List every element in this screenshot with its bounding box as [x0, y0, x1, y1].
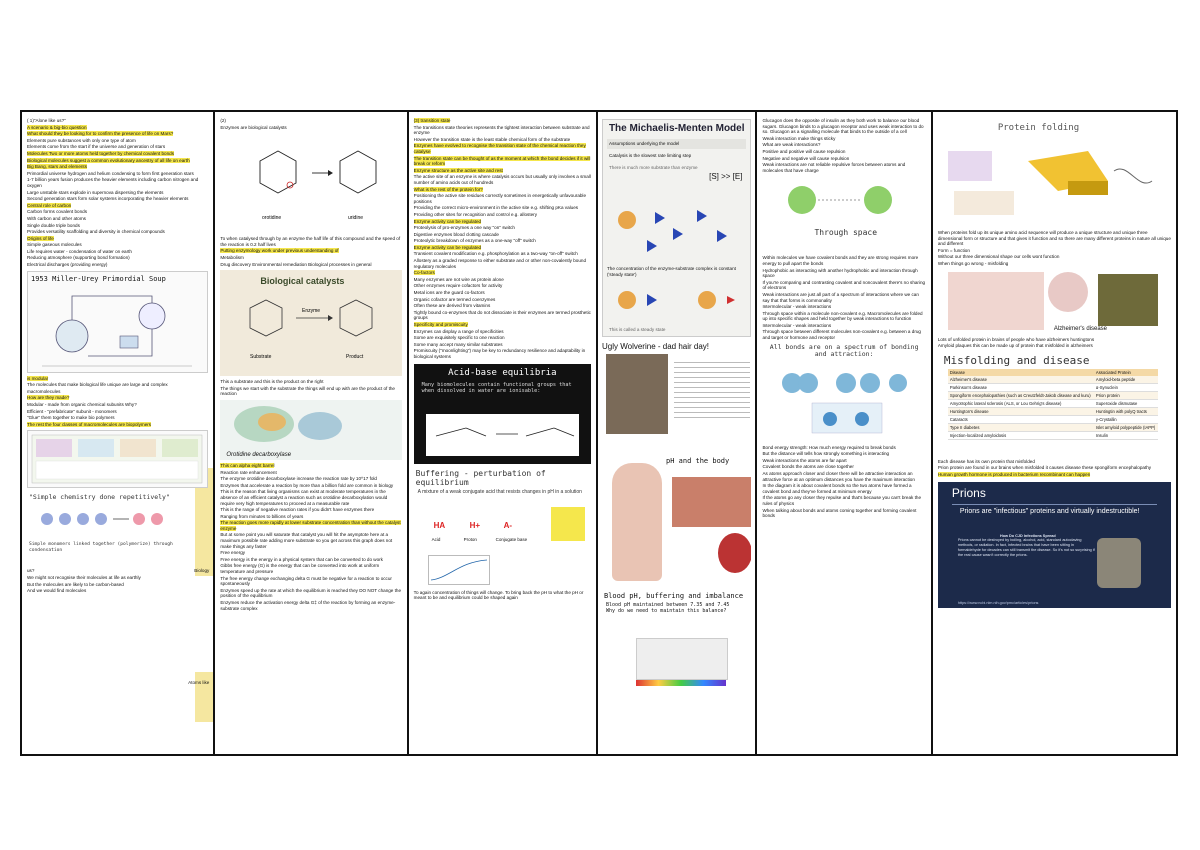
text-line: Covalent bonds the atoms are close together — [762, 464, 854, 470]
text-line: But at some point you will saturate that catalyst you will hit the asymptote here at a maximum possible rate adding more substrate so you get across this graph does not make things any faster — [220, 532, 393, 549]
col1-text — [27, 118, 208, 268]
text-line: Enzymes that accelerate a reaction by more than a billion fold are common in biology — [220, 482, 394, 488]
text-line: Within molecules we have covalent bonds and they are strong requires more energy to pull apart the bonds — [762, 255, 919, 266]
text-line: If you're comparing and contrasting covalent and noncovalent there's no sharing of electrons — [762, 279, 926, 291]
text-line: When proteins fold up its unique amino acid sequence will produce a unique structure and unique three dimensional form or structure and that gives it function and so there are many different proteins in nature all unique and different — [937, 230, 1171, 247]
text-line: The enzyme orotidine decarboxylase increase the reaction rate by 10^17 fold — [220, 476, 377, 482]
table-cell: Amyloid-beta peptide — [1094, 376, 1158, 384]
column-3 — [409, 112, 598, 754]
mm-bullet-5: The concentration of the enzyme-substrate complex is constant ('steady state') — [607, 266, 736, 277]
text-line: But the molecules are likely to be carbon-based — [27, 581, 124, 587]
col6-text-2 — [938, 337, 1171, 349]
steady-state-diagram — [607, 284, 751, 328]
simple-chemistry-caption: Simple monomers linked together (polymerize) through condensation — [29, 542, 173, 553]
col2-text-2 — [220, 236, 401, 267]
substrate-label: Substrate — [250, 354, 272, 361]
michaelis-menten-slide — [602, 119, 751, 337]
prions-info — [958, 534, 1098, 558]
text-line: Tightly bound co-enzymes that do not dissociate is their enzymes are termed prosthetic groups — [413, 309, 591, 321]
text-line: Reaction rate enhancement — [220, 469, 277, 475]
acid-base-title: Acid-base equilibria — [448, 367, 557, 378]
text-line: Promiscuity ("moonlighting") may be key to redundancy resilience and adaptability in biological systems — [413, 348, 586, 359]
text-line: Life requires water - condensation of water on earth — [27, 248, 132, 254]
text-line: Some many accept many similar substrates — [413, 341, 503, 347]
text-line: Primordial universe hydrogen and helium condensing to form first generation stars — [27, 170, 194, 176]
table-cell: Insulin — [1094, 431, 1158, 439]
text-line: The molecules that make biological life unique are large and complex — [27, 382, 168, 388]
text-line: The free energy change exchanging delta G must be negative for a reaction to occur spontaneously — [220, 575, 392, 587]
text-line: Enzyme activity can be regulated — [413, 218, 482, 224]
miller-urey-image — [27, 271, 208, 373]
table-row — [948, 399, 1158, 407]
text-line: Big Bang, stars and elements — [27, 164, 88, 170]
tissue-image — [672, 477, 751, 527]
text-line: Organic cofactor are termed coenzymes — [413, 296, 496, 302]
text-line: Specificity and promiscuity — [413, 322, 468, 327]
body-figure — [612, 463, 662, 581]
text-line: Through space between different molecules non-covalent e.g. between a drug and target or hormone and receptor — [762, 329, 921, 341]
prions-text: Prions cannot be destroyed by boiling, alcohol, acid, standard autoclaving methods, or radiation. In fact, infected brains that have been sitting in formaldehyde for decades can still transmit the disease. So it's not so surprising if the real cause wasn't correctly the prions. — [957, 538, 1095, 557]
text-line: Proteolysis of pro-enzymes a one way "on" switch — [413, 225, 515, 231]
alzheimers-caption: Alzheimer's disease — [1053, 325, 1108, 332]
column-6 — [933, 112, 1176, 754]
uridine-label: uridine — [348, 215, 364, 222]
cell-image — [718, 533, 751, 573]
text-line: "Glue" them together to make bio polymers — [27, 415, 115, 421]
protein-ribbon — [220, 400, 401, 450]
biological-catalysts-slide — [220, 270, 401, 376]
col1-text-3 — [27, 568, 208, 593]
table-cell: Parkinson's disease — [948, 383, 1094, 391]
buffer-note — [551, 507, 585, 541]
col1-text-2 — [27, 376, 208, 428]
table-header: Associated Protein — [1094, 369, 1158, 376]
buffer-curve — [428, 555, 490, 585]
text-line: Weak interactions the atoms are far apart — [762, 457, 847, 463]
apparatus-diagram — [32, 286, 202, 372]
monomer-table-diagram — [28, 431, 208, 487]
text-line: Second generation stars form solar systems incorporating the heavier elements — [27, 196, 189, 202]
text-line: Glucagon does the opposite of insulin as they both work to balance our blood sugars. Glucagon binds to a glucagon receptor and uses weak interaction to do so. Glucagon as a signalling molecule that binds to the outside of a cell — [762, 118, 924, 135]
column-5 — [757, 112, 932, 754]
text-line: However the transition state is the least stable chemical form of the substrate — [413, 136, 571, 142]
h-label: H+ — [469, 520, 481, 530]
mm-bullet-1: Assumptions underlying the model — [607, 139, 746, 149]
ph-scale-image — [636, 638, 728, 680]
orotidine-structures — [220, 133, 401, 233]
blood-ph-title: Blood pH, buffering and imbalance — [604, 592, 744, 600]
mm-bullet-2: Catalysis is the slowest rate limiting step — [609, 153, 692, 158]
table-cell: Alzheimer's disease — [948, 376, 1094, 384]
text-line: Efficient - "prefabricate" subunit - monomers — [27, 408, 117, 414]
prions-slide — [938, 482, 1171, 608]
side-label-atoms: Atoms like — [188, 680, 210, 685]
wolverine-photo — [606, 354, 668, 434]
text-line: Lots of unfolded protein in brains of people who have alzheimers huntingtons — [937, 336, 1095, 342]
table-cell: Islet amyloid polypeptide (IAPP) — [1094, 423, 1158, 431]
mm-bullet-3: There is much more substrate than enzyme — [609, 165, 698, 170]
text-line: This can alpha eight barrel — [220, 462, 275, 468]
table-row — [948, 376, 1158, 384]
text-line: To when catalysed through by an enzyme the half life of this compound and the speed of the reaction is 0.2 half lives — [220, 236, 401, 247]
simple-chemistry-image — [27, 491, 208, 565]
table-cell: Huntingtin with polyQ tracts — [1094, 407, 1158, 415]
table-cell: α-Synuclein — [1094, 383, 1158, 391]
monomer-chain-diagram — [27, 503, 207, 537]
text-line: Many enzymes are not wire as protein alone — [413, 276, 504, 282]
text-line: Form = function — [937, 247, 970, 253]
protein-folding-diagram — [938, 121, 1171, 225]
table-cell: Type II diabetes — [948, 423, 1094, 431]
bond-spectrum-image — [762, 344, 925, 442]
text-line: The things we start with the substrate the things will end up with are the product of the reaction — [220, 385, 395, 397]
text-line: Intermolecular - weak interactions — [762, 304, 832, 310]
table-cell: γ-Crystallin — [1094, 415, 1158, 423]
acid-base-text: Many biomolecules contain functional groups that when dissolved in water are ionisable: — [421, 381, 572, 394]
text-line: The rest the four classes of macromolecules are biopolymers — [27, 421, 152, 427]
text-line: Human growth hormone is produced in bacterium recombinant can happen — [937, 471, 1091, 477]
column-2 — [215, 112, 408, 754]
ha-label: HA — [433, 520, 446, 530]
mm-equation: [S] >> [E] — [709, 172, 743, 181]
col3-text — [414, 118, 591, 360]
table-row — [948, 391, 1158, 399]
buffering-text: A mixture of a weak conjugate acid that resists changes in pH in a solution — [417, 488, 582, 495]
text-line: macromolecules — [27, 388, 61, 394]
enzyme-label: Enzyme — [302, 308, 321, 315]
buffer-equation — [424, 515, 544, 555]
table-row — [948, 423, 1158, 431]
col5-text-2 — [762, 255, 925, 340]
buffering-title: Buffering - perturbation of equilibrium — [415, 468, 546, 487]
catalyst-reaction — [220, 288, 401, 374]
text-line: The transition state can be thought of as the moment at which the bond decides if it will break or reform — [413, 155, 591, 167]
through-space-image — [762, 176, 925, 252]
text-line: Molecules Two or more atoms held together by chemical covalent bonds — [27, 150, 174, 156]
carboxyl-structures — [426, 414, 582, 456]
col5-text-3 — [762, 445, 925, 519]
orotidine-structures-image — [220, 133, 401, 233]
table-cell: Spongiform encephalopathies (such as Creutzfeldt-Jakob disease and kuru) — [948, 391, 1094, 399]
brain-image — [1048, 272, 1088, 312]
text-line: Enzymes have evolved to recognise the transition state of the chemical reaction they catalyse — [413, 143, 586, 154]
text-line: This is the range of negative reaction rates if you didn't have enzymes there — [220, 507, 375, 513]
text-line: Large unstable stars explode in supernova dispersing the elements — [27, 189, 164, 195]
cheat-sheet — [20, 110, 1178, 756]
text-line: When things go wrong - misfolding — [937, 260, 1009, 266]
text-line: Transient covalent modification e.g. phosphorylation as a two-way "on-off" switch — [413, 251, 578, 257]
collapsed-structure-photo — [1098, 274, 1158, 326]
text-line: Positive and positive will cause repulsion — [762, 148, 846, 154]
text-line: Weak interactions are not reliable repulsive forces between atoms and molecules that have charge — [762, 162, 906, 173]
col2-text — [220, 118, 401, 130]
protein-folding-title: Protein folding — [997, 123, 1080, 133]
conjugate-label: Conjugate base — [495, 536, 528, 542]
text-line: 1-7 billion years fusion produces the heavier elements including carbon nitrogen and oxygen — [27, 177, 199, 188]
col3-bottom-text: To again concentration of things will change. To bring back the pH to what the pH or meant to be and equilibrium could be shaped again — [413, 589, 584, 601]
table-cell: Injection-localized amyloidosis — [948, 431, 1094, 439]
text-line: Carbon forms covalent bonds — [27, 209, 88, 215]
text-line: A scenario & big-bio question — [27, 124, 87, 130]
text-line: (3) transition state — [413, 118, 451, 123]
bond-spectrum-title: All bonds are on a spectrum of bonding and attraction: — [769, 343, 919, 359]
table-cell: Huntington's disease — [948, 407, 1094, 415]
text-line: As atoms approach closer and closer there will be attractive interaction an attractive force at an optimum distances you have the maximum interaction — [762, 471, 915, 482]
table-cell: Cataracts — [948, 415, 1094, 423]
simple-chemistry-title: "Simple chemistry done repetitively" — [29, 493, 170, 502]
text-line: Intermolecular - weak interactions — [762, 322, 832, 328]
col2-text-3 — [220, 379, 401, 397]
text-line: When talking about bonds and atoms coming together and forming covalent bonds — [762, 507, 917, 519]
text-line: Providing the correct micro-environment in the active site e.g. shifting pKa values — [413, 205, 579, 211]
text-line: Single double triple bonds — [27, 222, 80, 228]
text-line: Electrical discharges (providing energy) — [27, 262, 108, 268]
text-line: What should they be looking for to confirm the presence of life on Mars? — [27, 131, 174, 137]
col5-text — [762, 118, 925, 173]
ph-scale-bar — [636, 680, 726, 686]
prions-bullet: Prions are "infectious" proteins and virtually indestructible! — [959, 507, 1140, 515]
ph-body-slide — [602, 453, 751, 587]
text-line: us? — [27, 568, 35, 574]
table-cell: Superoxide dismutase — [1094, 399, 1158, 407]
text-line: Each disease has its own protein that misfolded — [937, 458, 1035, 464]
prions-url: https://www.ncbi.nlm.nih.gov/pmc/articles/prions — [957, 600, 1039, 605]
ph-body-title: pH and the body — [666, 457, 730, 465]
table-row — [948, 407, 1158, 415]
acid-base-structure — [426, 414, 579, 456]
text-line: Weak interactions are just all part of a spectrum of interactions where we can say that that forms is commonality — [762, 291, 919, 303]
catalysts-title: Biological catalysts — [260, 276, 345, 287]
text-line: Without our three dimensional shape our cells wont function — [937, 254, 1060, 260]
text-line: How are they made? — [27, 395, 70, 401]
enzyme-substrate-diagram — [607, 200, 751, 260]
text-line: Proteolytic breakdown of enzymes as a one-way "off" switch — [413, 238, 536, 244]
text-line: Modular - made from organic chemical subunits Why? — [27, 402, 137, 408]
through-space-caption: Through space — [814, 228, 878, 238]
text-line: The reaction goes more rapidly at lower substrate concentration than without the catalyst enzyme — [220, 520, 401, 531]
col6-text — [938, 230, 1171, 267]
text-line: is modular — [27, 375, 49, 381]
text-line: Some are exquisitely specific to one reaction — [413, 335, 505, 341]
column-4 — [598, 112, 757, 754]
text-line: Metabolism — [220, 254, 244, 260]
protein-folding-image — [938, 121, 1171, 227]
col2-text-4 — [220, 463, 401, 611]
proton-label: Proton — [463, 536, 477, 542]
bond-spectrum-diagram — [762, 359, 925, 439]
text-line: Co-factors — [413, 270, 435, 276]
prions-title: Prions — [951, 485, 986, 500]
blood-ph-bullet-2: Why do we need to maintain this balance? — [606, 608, 727, 614]
text-line: Prion protein are found in our brains when misfolded it causes disease these spongiform encephalopathy — [937, 465, 1152, 471]
decarboxylase-caption: Orotidine decarboxylase — [226, 451, 292, 458]
misfolding-slide — [938, 352, 1171, 456]
text-line: Provides versatility scaffolding and diversity in chemical compounds — [27, 229, 165, 235]
side-label-biology: Biology — [194, 568, 210, 573]
text-line: The active site of an enzyme is where catalysis occurs but usually only involves a small number of amino acids out of hundreds — [413, 174, 591, 185]
text-line: But the distance will tells how strongly something is interacting — [762, 451, 890, 457]
text-line: In the diagram it is about covalent bonds so the two atoms have formed a covalent bond and they've formed at minimum energy — [762, 483, 912, 494]
text-line: Allostery as a graded response to either substrate and or other non-covalently bound regulatory molecules — [413, 258, 587, 269]
text-line: Enzyme structure as the active site and rest — [413, 167, 503, 173]
text-line: What are weak interactions? — [762, 142, 821, 148]
text-line: Often these are derived from vitamins — [413, 303, 491, 309]
wolverine-slide — [602, 340, 751, 450]
text-line: Metal ions are the guard co-factors — [413, 290, 485, 296]
acid-base-slide — [414, 364, 591, 464]
text-line: Providing other sites for recognition and control e.g. allostery — [413, 211, 537, 217]
wolverine-caption: Ugly Wolverine - dad hair day! — [602, 342, 710, 351]
table-row — [948, 431, 1158, 439]
text-line: This a substrate and this is the product on the right — [220, 379, 324, 385]
text-line: Digestive enzymes blood clotting cascade — [413, 231, 499, 237]
misfolding-title: Misfolding and disease — [943, 353, 1090, 367]
monomer-table-image — [27, 430, 208, 488]
text-line: Free energy is the energy in a physical system that can be converted to do work — [220, 556, 383, 562]
text-line: Amyloid plaques this can be made up of protein that misfolded in alzheimers — [937, 343, 1093, 349]
column-1 — [22, 112, 215, 754]
disease-table — [948, 369, 1158, 440]
text-line: Bond energy strength: How much energy required to break bonds — [762, 444, 896, 450]
text-line: Drug discovery Environmental remediation Biological processes in general — [220, 261, 372, 267]
text-line: The transitions state theories represents the tightest interaction between substrate and enzyme — [413, 124, 590, 136]
text-line: Elements pure substances with only one type of atom — [27, 137, 136, 143]
titration-curve — [429, 556, 489, 584]
text-line: Weak interaction make things sticky — [762, 135, 836, 141]
text-line: Enzymes are biological catalysts — [220, 124, 287, 130]
text-line: Enzymes can display a range of specificities — [413, 328, 504, 334]
text-line: Through space within a molecule non-covalent e.g. Macromolecules are folded up into specific shapes and held together by weak interactions to function — [762, 310, 923, 322]
text-line: Central role of carbon — [27, 202, 72, 208]
text-line: (2) — [220, 118, 226, 123]
miller-urey-caption: 1953 Miller-Urey Primordial Soup — [31, 274, 166, 283]
mm-bullet-6: This is called a steady state — [609, 327, 666, 332]
text-line: And we would find molecules — [27, 588, 87, 594]
wolverine-notes — [674, 358, 750, 418]
decarboxylase-image — [220, 400, 401, 460]
table-cell: Amyotrophic lateral sclerosis (ALS, or Lou Gehrig's disease) — [948, 399, 1094, 407]
text-line: Putting enzymology work under previous understanding of — [220, 248, 339, 254]
text-line: Negative and negative will cause repulsion — [762, 155, 850, 161]
product-label: Product — [346, 354, 364, 361]
table-row — [948, 383, 1158, 391]
table-cell: Prion protein — [1094, 391, 1158, 399]
text-line: Positioning the active site residues correctly sometimes in energetically unfavourable positions — [413, 193, 587, 204]
text-line: This is the reason that living organisms can exist at moderate temperatures in the absence of an efficient catalyst a reaction such as orotidine decarboxylation would require very high temperatures to proceed at a measurable rate — [220, 489, 388, 506]
text-line: We might not recognise their molecules at life as earthly — [27, 575, 141, 580]
text-line: Elements come from the start if the universe and generation of stars — [27, 144, 166, 150]
prion-brain-image — [1097, 538, 1141, 588]
alzheimers-image — [938, 270, 1171, 334]
text-line: If the atoms go any closer they repulse and that's because you can't break the rules of physics — [762, 495, 922, 506]
a-label: A- — [503, 520, 513, 530]
text-line: Simple gaseous molecules — [27, 242, 82, 248]
acid-label: Acid — [431, 536, 441, 542]
orotidine-label: orotidine — [262, 215, 282, 222]
text-line: Gibbs free energy (G) is the energy that can be converted into work at uniform temperature and pressure — [220, 563, 380, 575]
text-line: Origins of life — [27, 235, 54, 241]
table-header: Disease — [948, 369, 1094, 376]
col6-text-3 — [938, 459, 1171, 478]
text-line: ( 1)"Alone like us?" — [27, 118, 66, 123]
text-line: What is the rest of the protein for? — [413, 186, 483, 192]
text-line: With carbon and other atoms — [27, 215, 86, 221]
table-row — [948, 415, 1158, 423]
text-line: Biological molecules suggest a common evolutionary ancestry of all life on earth — [27, 157, 190, 163]
text-line: Ranging from minutes to billions of years — [220, 513, 304, 519]
blood-ph-bullet-1: Blood pH maintained between 7.35 and 7.45 — [606, 602, 730, 608]
text-line: Other enzymes require cofactors for activity — [413, 283, 503, 289]
blood-ph-slide — [602, 590, 751, 698]
text-line: Reducing atmosphere (supporting bond formation) — [27, 255, 130, 261]
buffering-slide — [414, 467, 591, 587]
text-line: Enzymes speed up the rate at which the equilibrium is reached they DO NOT change the position of the equilibrium — [220, 587, 402, 599]
text-line: Enzyme activity can be regulated — [413, 244, 482, 250]
table-header-row — [948, 369, 1158, 376]
text-line: Free energy — [220, 550, 246, 556]
brain-tissue-image — [948, 272, 1044, 330]
mm-title: The Michaelis-Menten Model — [608, 123, 745, 134]
prions-sub: How Do CJD Infections Spread — [999, 533, 1056, 538]
text-line: Hydrophobic as interacting with another hydrophobic and interaction through space — [762, 267, 918, 279]
text-line: Enzymes reduce the activation energy delta G‡ of the reaction by forming an enzyme-substrate complex — [220, 600, 396, 611]
